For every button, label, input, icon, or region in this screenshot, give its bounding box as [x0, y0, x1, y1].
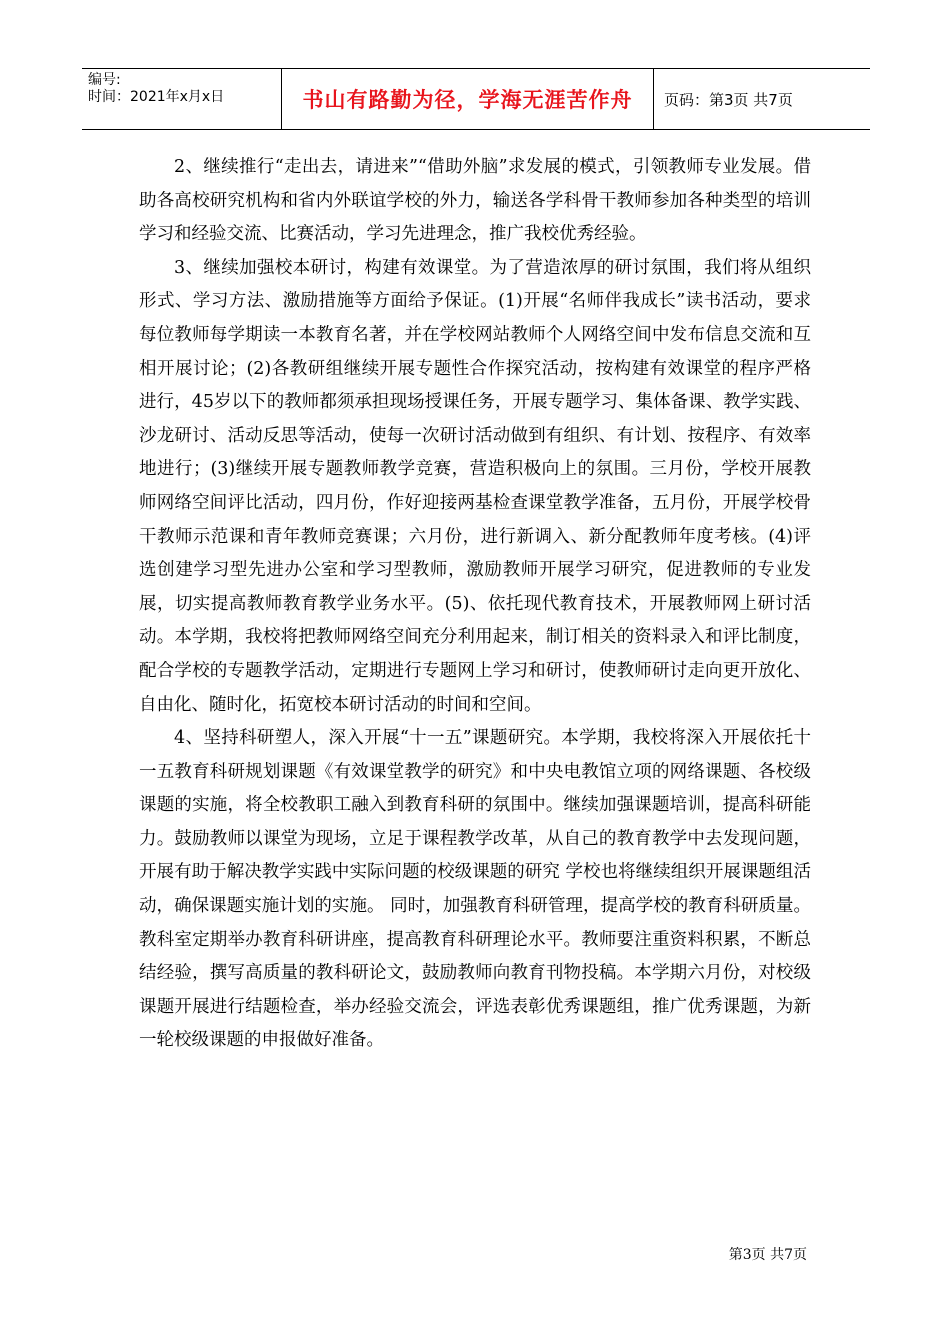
header-meta — [82, 69, 282, 129]
page-header — [82, 68, 870, 130]
header-page-label: 页码：第3页 共7页 — [664, 90, 793, 109]
page-footer: 第3页 共7页 — [728, 1247, 807, 1263]
code-label: 编号: — [88, 72, 121, 88]
paragraph-3: 3、继续加强校本研讨，构建有效课堂。为了营造浓厚的研讨氛围，我们将从组织形式、学习方法、激励措施等方面给予保证。(1)开展“名师伴我成长”读书活动，要求每位教师每学期读一本教育名著，并在学校网站教师个人网络空间中发布信息交流和互相开展讨论；(2)各教研组继续开展专题性合作探究活动，按构建有效课堂的程序严格进行，45岁以下的教师都须承担现场授课任务，开展专题学习、集体备课、教学实践、沙龙研讨、活动反思等活动，使每一次研讨活动做到有组织、有计划、按程序、有效率地进行；(3)继续开展专题教师教学竞赛，营造积极向上的氛围。三月份，学校开展教师网络空间评比活动，四月份，作好迎接两基检查课堂教学准备，五月份，开展学校骨干教师示范课和青年教师竞赛课；六月份，进行新调入、新分配教师年度考核。(4)评选创建学习型先进办公室和学习型教师，激励教师开展学习研究，促进教师的专业发展，切实提高教师教育教学业务水平。(5)、依托现代教育技术，开展教师网上研讨活动。本学期，我校将把教师网络空间充分利用起来，制订相关的资料录入和评比制度，配合学校的专题教学活动，定期进行专题网上学习和研讨，使教师研讨走向更开放化、自由化、随时化，拓宽校本研讨活动的时间和空间。 — [139, 257, 811, 715]
paragraph-2: 2、继续推行“走出去，请进来”“借助外脑”求发展的模式，引领教师专业发展。借助各高校研究机构和省内外联谊学校的外力，输送各学科骨干教师参加各种类型的培训学习和经验交流、比赛活动，学习先进理念，推广我校优秀经验。 — [139, 157, 811, 245]
paragraph-4: 4、坚持科研塑人，深入开展“十一五”课题研究。本学期，我校将深入开展依托十一五教育科研规划课题《有效课堂教学的研究》和中央电教馆立项的网络课题、各校级课题的实施，将全校教职工融入到教育科研的氛围中。继续加强课题培训，提高科研能力。鼓励教师以课堂为现场，立足于课程教学改革，从自己的教育教学中去发现问题，开展有助于解决教学实践中实际问题的校级课题的研究 学校也将继续组织开展课题组活动，确保课题实施计划的实施。 同时，加强教育科研管理，提高学校的教育科研质量。教科室定期举办教育科研讲座，提高教育科研理论水平。教师要注重资料积累，不断总结经验，撰写高质量的教科研论文，鼓励教师向教育刊物投稿。本学期六月份，对校级课题开展进行结题检查，举办经验交流会，评选表彰优秀课题组，推广优秀课题，为新一轮校级课题的申报做好准备。 — [139, 728, 811, 1051]
header-motto: 书山有路勤为径，学海无涯苦作舟 — [282, 69, 654, 129]
time-label: 时间：2021年x月x日 — [88, 89, 225, 105]
document-body — [139, 151, 811, 1058]
